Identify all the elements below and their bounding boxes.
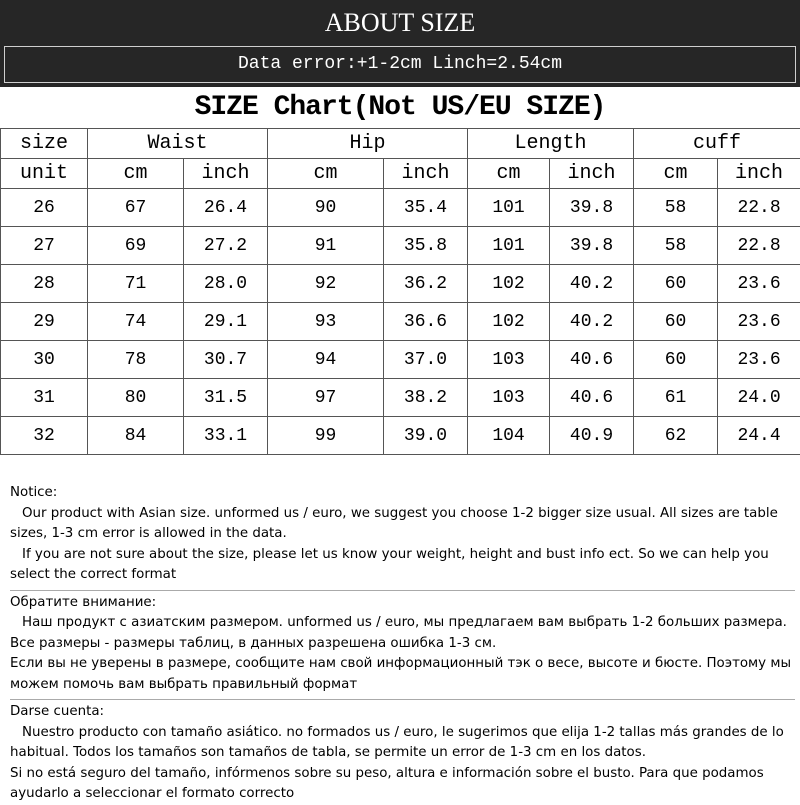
measurement-cell: 58 (634, 189, 718, 227)
measurement-cell: 93 (268, 303, 384, 341)
measurement-cell: 104 (468, 417, 550, 455)
measurement-cell: 39.8 (550, 227, 634, 265)
table-row (1, 417, 800, 455)
notice-paragraph: Our product with Asian size. unformed us / euro, we suggest you choose 1-2 bigger size usual. All sizes are table sizes, 1-3 cm error is allowed in the data. (10, 504, 795, 545)
measurement-cell: 71 (88, 265, 184, 303)
measurement-cell: 22.8 (718, 189, 800, 227)
unit-cell: cm (268, 159, 384, 189)
unit-cell: cm (468, 159, 550, 189)
notice-russian (10, 590, 795, 696)
measurement-cell: 38.2 (384, 379, 468, 417)
measurement-cell: 74 (88, 303, 184, 341)
measurement-cell: 30.7 (184, 341, 268, 379)
notice-english (10, 483, 795, 586)
measurement-cell: 97 (268, 379, 384, 417)
table-row (1, 265, 800, 303)
unit-cell: cm (634, 159, 718, 189)
measurement-cell: 23.6 (718, 265, 800, 303)
notice-heading-en: Notice: (10, 483, 795, 504)
measurement-cell: 92 (268, 265, 384, 303)
size-cell: 29 (1, 303, 88, 341)
measurement-cell: 37.0 (384, 341, 468, 379)
table-row (1, 227, 800, 265)
notice-paragraph: Nuestro producto con tamaño asiático. no formados us / euro, le sugerimos que elija 1-2 tallas más grandes de lo habitual. Todos los tamaños son tamaños de tabla, se permite un error de 1-3 cm en los datos. (10, 723, 795, 764)
measurement-cell: 80 (88, 379, 184, 417)
size-cell: 32 (1, 417, 88, 455)
measurement-cell: 99 (268, 417, 384, 455)
notice-paragraph: Si no está seguro del tamaño, infórmenos sobre su peso, altura e información sobre el busto. Para que podamos ayudarlo a seleccionar el formato correcto (10, 764, 795, 805)
measurement-cell: 28.0 (184, 265, 268, 303)
measurement-cell: 39.0 (384, 417, 468, 455)
notice-heading-ru: Обратите внимание: (10, 593, 795, 614)
size-cell: 26 (1, 189, 88, 227)
size-cell: 31 (1, 379, 88, 417)
measurement-cell: 69 (88, 227, 184, 265)
unit-cell: cm (88, 159, 184, 189)
measurement-cell: 78 (88, 341, 184, 379)
header-hip: Hip (268, 129, 468, 159)
measurement-cell: 24.4 (718, 417, 800, 455)
table-row (1, 303, 800, 341)
measurement-cell: 23.6 (718, 303, 800, 341)
measurement-cell: 67 (88, 189, 184, 227)
size-chart-title: SIZE Chart(Not US/EU SIZE) (0, 88, 800, 128)
header-waist: Waist (88, 129, 268, 159)
measurement-cell: 29.1 (184, 303, 268, 341)
unit-label: unit (1, 159, 88, 189)
measurement-cell: 36.2 (384, 265, 468, 303)
measurement-cell: 39.8 (550, 189, 634, 227)
measurement-cell: 61 (634, 379, 718, 417)
notice-heading-es: Darse cuenta: (10, 702, 795, 723)
measurement-cell: 27.2 (184, 227, 268, 265)
notice-spanish (10, 699, 795, 805)
table-row (1, 189, 800, 227)
measurement-cell: 94 (268, 341, 384, 379)
measurement-cell: 36.6 (384, 303, 468, 341)
measurement-cell: 40.6 (550, 379, 634, 417)
measurement-cell: 23.6 (718, 341, 800, 379)
measurement-cell: 22.8 (718, 227, 800, 265)
measurement-cell: 35.8 (384, 227, 468, 265)
measurement-cell: 101 (468, 227, 550, 265)
table-row (1, 379, 800, 417)
unit-cell: inch (718, 159, 800, 189)
header-size: size (1, 129, 88, 159)
measurement-cell: 102 (468, 265, 550, 303)
measurement-cell: 91 (268, 227, 384, 265)
measurement-cell: 62 (634, 417, 718, 455)
header-length: Length (468, 129, 634, 159)
measurement-cell: 60 (634, 303, 718, 341)
measurement-cell: 58 (634, 227, 718, 265)
notice-paragraph: Наш продукт с азиатским размером. unformed us / euro, мы предлагаем вам выбрать 1-2 больших размера. Все размеры - размеры таблиц, в данных разрешена ошибка 1-3 см. (10, 613, 795, 654)
measurement-cell: 103 (468, 379, 550, 417)
measurement-cell: 40.9 (550, 417, 634, 455)
unit-cell: inch (184, 159, 268, 189)
header-cuff: cuff (634, 129, 800, 159)
header-banner (0, 0, 800, 87)
header-row-groups (1, 129, 800, 159)
notice-section (10, 483, 795, 805)
unit-cell: inch (550, 159, 634, 189)
banner-subtitle: Data error:+1-2cm Linch=2.54cm (4, 46, 796, 83)
measurement-cell: 33.1 (184, 417, 268, 455)
notice-paragraph: Если вы не уверены в размере, сообщите нам свой информационный тэк о весе, высоте и бюсте. Поэтому мы можем помочь вам выбрать правильный формат (10, 654, 795, 695)
measurement-cell: 40.2 (550, 265, 634, 303)
size-cell: 27 (1, 227, 88, 265)
measurement-cell: 101 (468, 189, 550, 227)
banner-title: ABOUT SIZE (0, 4, 800, 42)
measurement-cell: 40.2 (550, 303, 634, 341)
measurement-cell: 24.0 (718, 379, 800, 417)
measurement-cell: 26.4 (184, 189, 268, 227)
measurement-cell: 60 (634, 265, 718, 303)
measurement-cell: 35.4 (384, 189, 468, 227)
table-row (1, 341, 800, 379)
size-table (0, 128, 800, 455)
size-cell: 30 (1, 341, 88, 379)
size-cell: 28 (1, 265, 88, 303)
measurement-cell: 103 (468, 341, 550, 379)
measurement-cell: 31.5 (184, 379, 268, 417)
unit-cell: inch (384, 159, 468, 189)
header-row-units (1, 159, 800, 189)
measurement-cell: 40.6 (550, 341, 634, 379)
measurement-cell: 84 (88, 417, 184, 455)
notice-paragraph: If you are not sure about the size, please let us know your weight, height and bust info ect. So we can help you select the correct format (10, 545, 795, 586)
measurement-cell: 102 (468, 303, 550, 341)
measurement-cell: 60 (634, 341, 718, 379)
measurement-cell: 90 (268, 189, 384, 227)
